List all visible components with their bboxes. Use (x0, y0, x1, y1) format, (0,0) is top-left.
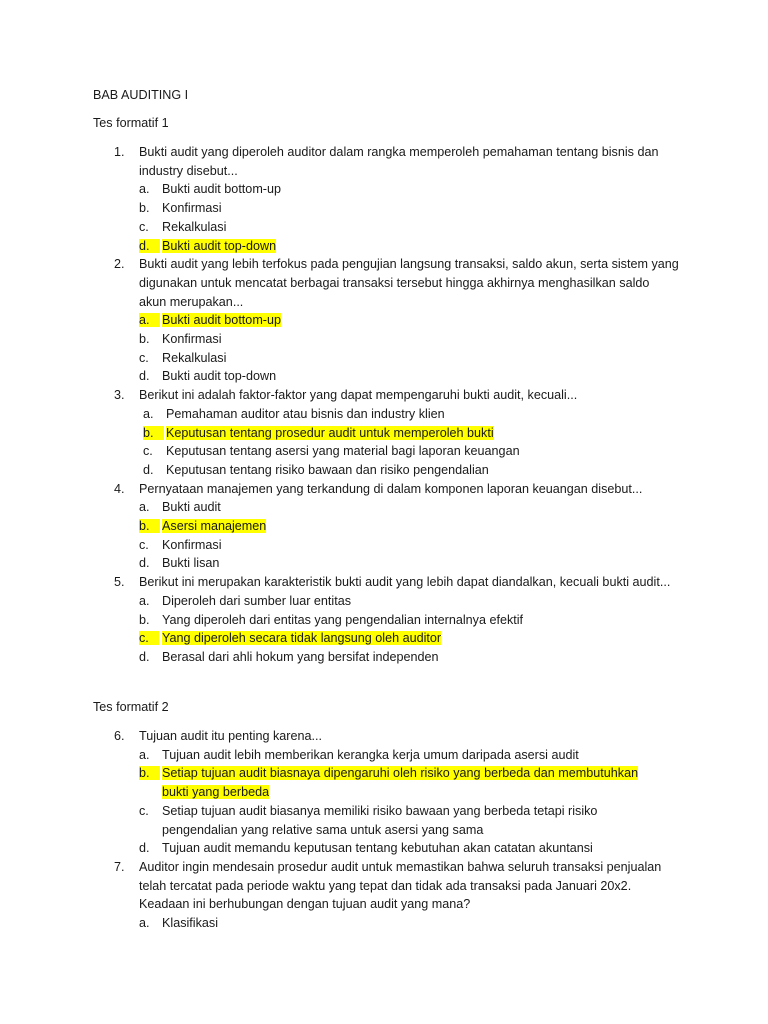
question-3 (0, 386, 768, 480)
highlighted-answer: Keputusan tentang prosedur audit untuk memperoleh bukti (166, 425, 494, 440)
option-letter: a. (139, 182, 150, 197)
highlighted-answer: Setiap tujuan audit biasnaya dipengaruhi oleh risiko yang berbeda dan membutuhkan bukti yang berbeda (162, 766, 639, 800)
option-b (0, 330, 768, 349)
option-text: Rekalkulasi (162, 219, 227, 234)
option-c-highlighted (0, 629, 768, 648)
question-number: 1. (114, 145, 125, 159)
option-text: Rekalkulasi (162, 350, 227, 365)
option-c (0, 442, 768, 461)
option-letter: a. (139, 916, 150, 931)
option-text: Bukti lisan (162, 556, 220, 571)
option-b (0, 199, 768, 218)
question-5 (0, 573, 768, 667)
question-7 (0, 858, 768, 933)
question-text: Berikut ini merupakan karakteristik bukti audit yang lebih dapat diandalkan, kecuali bukti audit... (139, 575, 671, 590)
option-letter: d. (143, 462, 154, 477)
option-a-highlighted (0, 311, 768, 330)
question-number: 6. (114, 729, 125, 743)
option-text: Bukti audit bottom-up (162, 182, 282, 197)
option-letter: d. (139, 649, 150, 664)
options-list (0, 746, 768, 858)
option-letter: c. (139, 631, 160, 646)
question-list-1 (0, 143, 768, 667)
option-b (0, 611, 768, 630)
question-text: Bukti audit yang diperoleh auditor dalam rangka memperoleh pemahaman tentang bisnis dan industry disebut... (139, 145, 659, 178)
option-a (0, 405, 768, 424)
question-number: 7. (114, 859, 125, 874)
option-letter: c. (139, 537, 149, 552)
option-d-highlighted (0, 237, 768, 256)
option-letter: d. (139, 369, 150, 384)
option-text: Konfirmasi (162, 332, 222, 347)
option-a (0, 498, 768, 517)
document-title: BAB AUDITING I (93, 88, 189, 102)
highlighted-answer: Yang diperoleh secara tidak langsung oleh auditor (162, 631, 442, 646)
question-number: 5. (114, 575, 125, 590)
option-text: Bukti audit top-down (162, 369, 277, 384)
option-letter: d. (139, 238, 160, 253)
option-d (0, 839, 768, 858)
options-list (0, 180, 768, 255)
option-letter: a. (139, 747, 150, 762)
option-text: Tujuan audit lebih memberikan kerangka kerja umum daripada asersi audit (162, 747, 579, 762)
option-d (0, 461, 768, 480)
option-text: Keputusan tentang risiko bawaan dan risiko pengendalian (166, 462, 489, 477)
option-d (0, 367, 768, 386)
section-title-tes-formatif-1: Tes formatif 1 (93, 116, 169, 130)
highlighted-answer: Bukti audit top-down (162, 238, 277, 253)
option-letter: c. (143, 444, 153, 459)
option-a (0, 592, 768, 611)
highlighted-answer: Asersi manajemen (162, 519, 267, 534)
option-a (0, 746, 768, 765)
option-a (0, 180, 768, 199)
option-letter: b. (139, 332, 150, 347)
question-text: Berikut ini adalah faktor-faktor yang dapat mempengaruhi bukti audit, kecuali... (139, 388, 578, 403)
option-letter: b. (139, 766, 160, 781)
options-list (0, 592, 768, 667)
question-1 (0, 143, 768, 255)
option-text: Yang diperoleh dari entitas yang pengendalian internalnya efektif (162, 612, 524, 627)
option-c (0, 349, 768, 368)
option-letter: a. (139, 500, 150, 515)
highlighted-answer: Bukti audit bottom-up (162, 313, 282, 328)
option-c (0, 802, 768, 839)
option-text: Keputusan tentang asersi yang material bagi laporan keuangan (166, 444, 520, 459)
option-text: Bukti audit (162, 500, 221, 515)
option-text: Setiap tujuan audit biasanya memiliki risiko bawaan yang berbeda tetapi risiko pengendalian yang relative sama untuk asersi yang sama (162, 803, 598, 837)
option-a (0, 914, 768, 933)
option-letter: b. (139, 519, 160, 534)
option-c (0, 536, 768, 555)
option-text: Pemahaman auditor atau bisnis dan industry klien (166, 406, 445, 421)
option-d (0, 554, 768, 573)
question-text: Tujuan audit itu penting karena... (139, 729, 322, 743)
option-b-highlighted (0, 764, 768, 801)
option-d (0, 648, 768, 667)
question-2 (0, 255, 768, 386)
option-text: Konfirmasi (162, 201, 222, 216)
options-list (0, 311, 768, 386)
option-b-highlighted (0, 424, 768, 443)
option-letter: a. (143, 406, 154, 421)
question-number: 2. (114, 257, 125, 272)
option-letter: d. (139, 556, 150, 571)
question-text: Pernyataan manajemen yang terkandung di dalam komponen laporan keuangan disebut... (139, 481, 643, 496)
option-text: Berasal dari ahli hokum yang bersifat independen (162, 649, 439, 664)
option-text: Klasifikasi (162, 916, 218, 931)
option-letter: b. (139, 612, 150, 627)
option-text: Tujuan audit memandu keputusan tentang kebutuhan akan catatan akuntansi (162, 841, 593, 856)
question-list-2 (0, 727, 768, 933)
question-text: Auditor ingin mendesain prosedur audit untuk memastikan bahwa seluruh transaksi penjualan telah tercatat pada periode waktu yang tepat dan tidak ada transaksi pada Januari 20x2. Keadaan ini berhubungan dengan tujuan audit yang mana? (139, 859, 662, 912)
question-6 (0, 727, 768, 858)
options-list (0, 405, 768, 480)
option-letter: a. (139, 593, 150, 608)
option-text: Diperoleh dari sumber luar entitas (162, 593, 351, 608)
option-letter: d. (139, 841, 150, 856)
option-letter: b. (139, 201, 150, 216)
option-text: Konfirmasi (162, 537, 222, 552)
option-b-highlighted (0, 517, 768, 536)
option-letter: a. (139, 313, 160, 328)
question-number: 4. (114, 481, 125, 496)
options-list (0, 914, 768, 933)
option-letter: b. (143, 425, 164, 440)
question-text: Bukti audit yang lebih terfokus pada pengujian langsung transaksi, saldo akun, serta sistem yang digunakan untuk mencatat berbagai transaksi tersebut hingga akhirnya menghasilkan saldo akun merupakan... (139, 257, 679, 309)
section-title-tes-formatif-2: Tes formatif 2 (93, 700, 169, 714)
option-letter: c. (139, 219, 149, 234)
option-letter: c. (139, 803, 149, 818)
options-list (0, 498, 768, 573)
option-c (0, 218, 768, 237)
question-number: 3. (114, 388, 125, 403)
question-4 (0, 480, 768, 574)
option-letter: c. (139, 350, 149, 365)
